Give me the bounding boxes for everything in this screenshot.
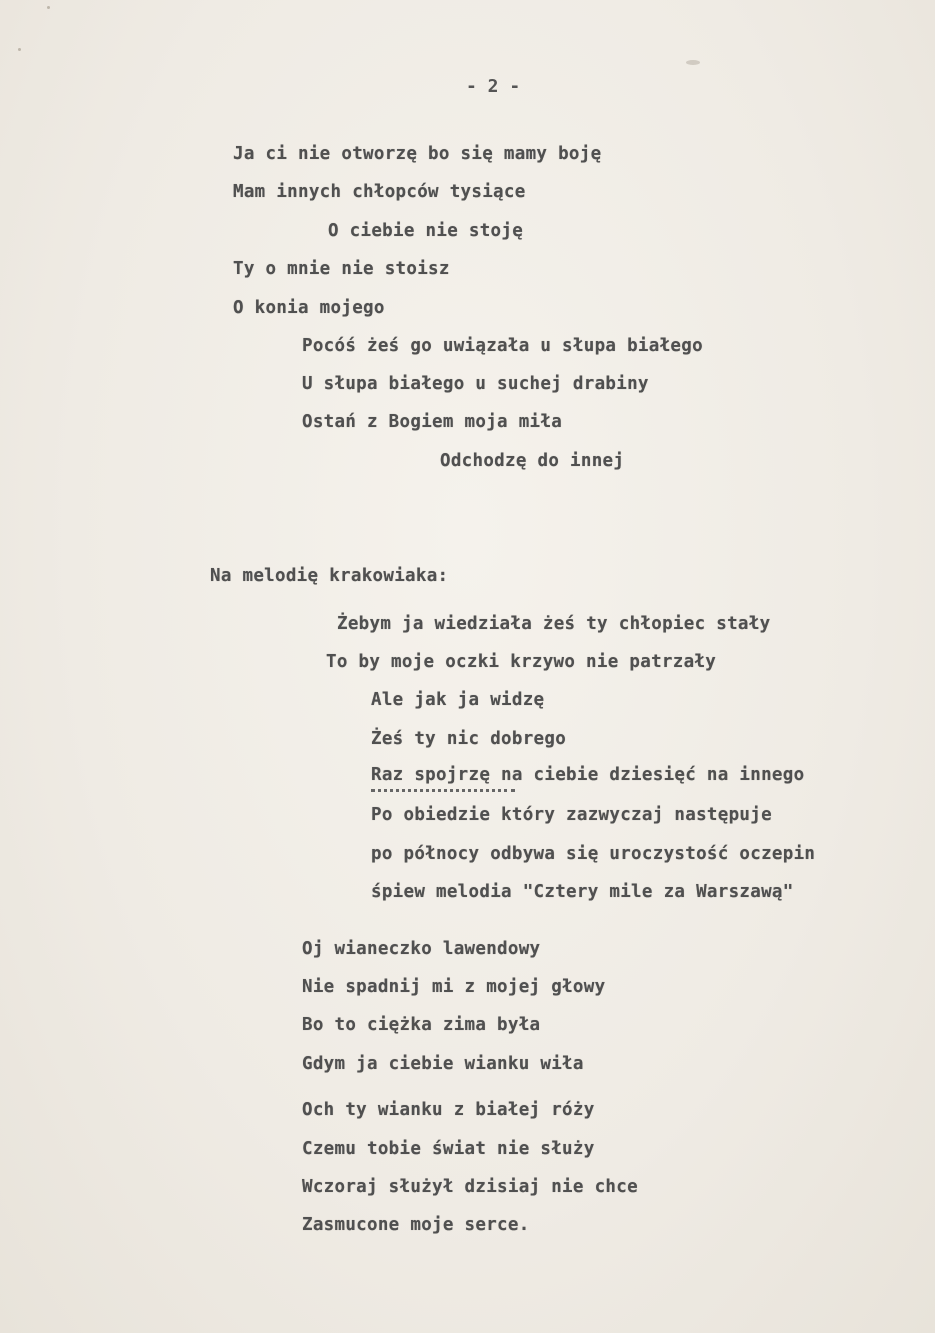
stanza1-line-2: Mam innych chłopców tysiące bbox=[233, 182, 526, 202]
page-number: - 2 - bbox=[466, 76, 521, 97]
stanza1-line-6: Pocóś żeś go uwiązała u słupa białego bbox=[302, 336, 703, 356]
stanza3-line-1: Oj wianeczko lawendowy bbox=[302, 939, 541, 959]
stanza4-line-1: Och ty wianku z białej róży bbox=[302, 1100, 595, 1120]
stanza2-line-7: po północy odbywa się uroczystość oczepin bbox=[371, 844, 816, 864]
section-heading: Na melodię krakowiaka: bbox=[210, 566, 449, 586]
stanza1-line-4: Ty o mnie nie stoisz bbox=[233, 259, 450, 279]
stanza2-line-3: Ale jak ja widzę bbox=[371, 690, 545, 710]
stanza4-line-4: Zasmucone moje serce. bbox=[302, 1215, 530, 1235]
stanza4-line-2: Czemu tobie świat nie służy bbox=[302, 1139, 595, 1159]
typed-underline bbox=[371, 789, 515, 792]
stanza4-line-3: Wczoraj służył dzisiaj nie chce bbox=[302, 1177, 638, 1197]
stanza2-line-5: Raz spojrzę na ciebie dziesięć na innego bbox=[371, 765, 805, 785]
stanza2-line-2: To by moje oczki krzywo nie patrzały bbox=[326, 652, 717, 672]
stanza1-line-3: O ciebie nie stoję bbox=[328, 221, 524, 241]
stanza3-line-4: Gdym ja ciebie wianku wiła bbox=[302, 1054, 584, 1074]
stanza3-line-2: Nie spadnij mi z mojej głowy bbox=[302, 977, 606, 997]
stanza3-line-3: Bo to ciężka zima była bbox=[302, 1015, 541, 1035]
stanza1-line-8: Ostań z Bogiem moja miła bbox=[302, 412, 563, 432]
stanza2-line-4: Żeś ty nic dobrego bbox=[371, 729, 567, 749]
stanza2-line-6: Po obiedzie który zazwyczaj następuje bbox=[371, 805, 772, 825]
stanza1-line-1: Ja ci nie otworzę bo się mamy boję bbox=[233, 144, 602, 164]
paper-speck bbox=[686, 60, 700, 65]
paper-speck bbox=[47, 6, 50, 9]
paper-speck bbox=[18, 48, 21, 51]
stanza1-line-9: Odchodzę do innej bbox=[440, 451, 625, 471]
stanza1-line-7: U słupa białego u suchej drabiny bbox=[302, 374, 649, 394]
stanza2-line-1: Żebym ja wiedziała żeś ty chłopiec stały bbox=[337, 614, 771, 634]
stanza2-line-8: śpiew melodia "Cztery mile za Warszawą" bbox=[371, 882, 794, 902]
stanza1-line-5: O konia mojego bbox=[233, 298, 385, 318]
